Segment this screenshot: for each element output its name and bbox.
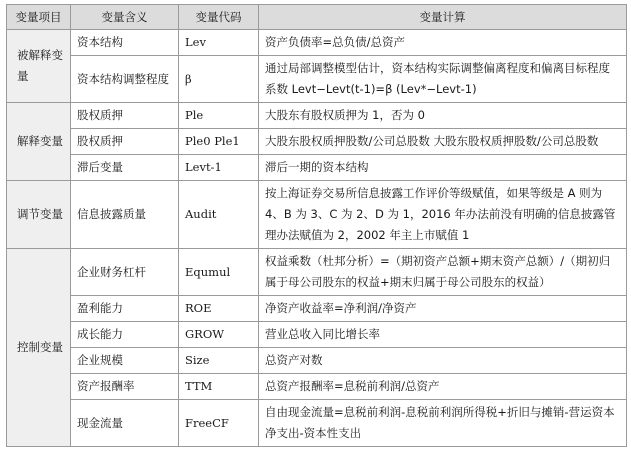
table-row bbox=[7, 56, 627, 103]
table-row bbox=[7, 374, 627, 400]
table-row bbox=[7, 322, 627, 348]
row-code: Levt-1 bbox=[179, 155, 259, 181]
row-meaning: 现金流量 bbox=[71, 400, 179, 447]
table-row bbox=[7, 348, 627, 374]
row-code: Size bbox=[179, 348, 259, 374]
category-moderator: 调节变量 bbox=[7, 181, 71, 249]
row-meaning: 股权质押 bbox=[71, 129, 179, 155]
row-code: FreeCF bbox=[179, 400, 259, 447]
row-meaning: 信息披露质量 bbox=[71, 181, 179, 249]
row-calc: 滞后一期的资本结构 bbox=[259, 155, 627, 181]
header-category: 变量项目 bbox=[7, 5, 71, 30]
row-code: GROW bbox=[179, 322, 259, 348]
row-calc: 通过局部调整模型估计，资本结构实际调整偏离程度和偏离目标程度系数 Levt−Levt(t-1)=β (Lev*−Levt-1) bbox=[259, 56, 627, 103]
row-calc: 资产负债率=总负债/总资产 bbox=[259, 30, 627, 56]
row-code: TTM bbox=[179, 374, 259, 400]
row-code: Ple0 Ple1 bbox=[179, 129, 259, 155]
category-explanatory: 解释变量 bbox=[7, 103, 71, 181]
row-code: Audit bbox=[179, 181, 259, 249]
row-meaning: 资产报酬率 bbox=[71, 374, 179, 400]
row-meaning: 资本结构 bbox=[71, 30, 179, 56]
row-meaning: 股权质押 bbox=[71, 103, 179, 129]
header-calc: 变量计算 bbox=[259, 5, 627, 30]
row-code: Lev bbox=[179, 30, 259, 56]
table-row bbox=[7, 296, 627, 322]
row-calc: 按上海证券交易所信息披露工作评价等级赋值，如果等级是 A 则为 4、B 为 3、C 为 2、D 为 1，2016 年办法前没有明确的信息披露管理办法赋值为 2，2002 年主上市赋值 1 bbox=[259, 181, 627, 249]
table-header-row bbox=[7, 5, 627, 30]
row-calc: 总资产报酬率=息税前利润/总资产 bbox=[259, 374, 627, 400]
row-calc: 营业总收入同比增长率 bbox=[259, 322, 627, 348]
row-calc: 大股东股权质押股数/公司总股数 大股东股权质押股数/公司总股数 bbox=[259, 129, 627, 155]
table-row bbox=[7, 181, 627, 249]
row-code: Equmul bbox=[179, 249, 259, 296]
header-meaning: 变量含义 bbox=[71, 5, 179, 30]
variable-definition-table bbox=[6, 4, 627, 447]
table-row bbox=[7, 30, 627, 56]
row-meaning: 资本结构调整程度 bbox=[71, 56, 179, 103]
row-code: ROE bbox=[179, 296, 259, 322]
row-calc: 大股东有股权质押为 1，否为 0 bbox=[259, 103, 627, 129]
table-row bbox=[7, 129, 627, 155]
table-row bbox=[7, 400, 627, 447]
row-meaning: 企业财务杠杆 bbox=[71, 249, 179, 296]
row-meaning: 成长能力 bbox=[71, 322, 179, 348]
table-row bbox=[7, 249, 627, 296]
row-calc: 总资产对数 bbox=[259, 348, 627, 374]
row-meaning: 企业规模 bbox=[71, 348, 179, 374]
row-calc: 自由现金流量=息税前利润-息税前利润所得税+折旧与摊销-营运资本净支出-资本性支出 bbox=[259, 400, 627, 447]
row-calc: 净资产收益率=净利润/净资产 bbox=[259, 296, 627, 322]
category-dependent: 被解释变量 bbox=[7, 30, 71, 103]
row-calc: 权益乘数（杜邦分析）=（期初资产总额+期末资产总额）/（期初归属于母公司股东的权益+期末归属于母公司股东的权益） bbox=[259, 249, 627, 296]
table-row bbox=[7, 103, 627, 129]
row-meaning: 滞后变量 bbox=[71, 155, 179, 181]
header-code: 变量代码 bbox=[179, 5, 259, 30]
table-row bbox=[7, 155, 627, 181]
category-control: 控制变量 bbox=[7, 249, 71, 447]
row-code: Ple bbox=[179, 103, 259, 129]
row-meaning: 盈利能力 bbox=[71, 296, 179, 322]
row-code: β bbox=[179, 56, 259, 103]
